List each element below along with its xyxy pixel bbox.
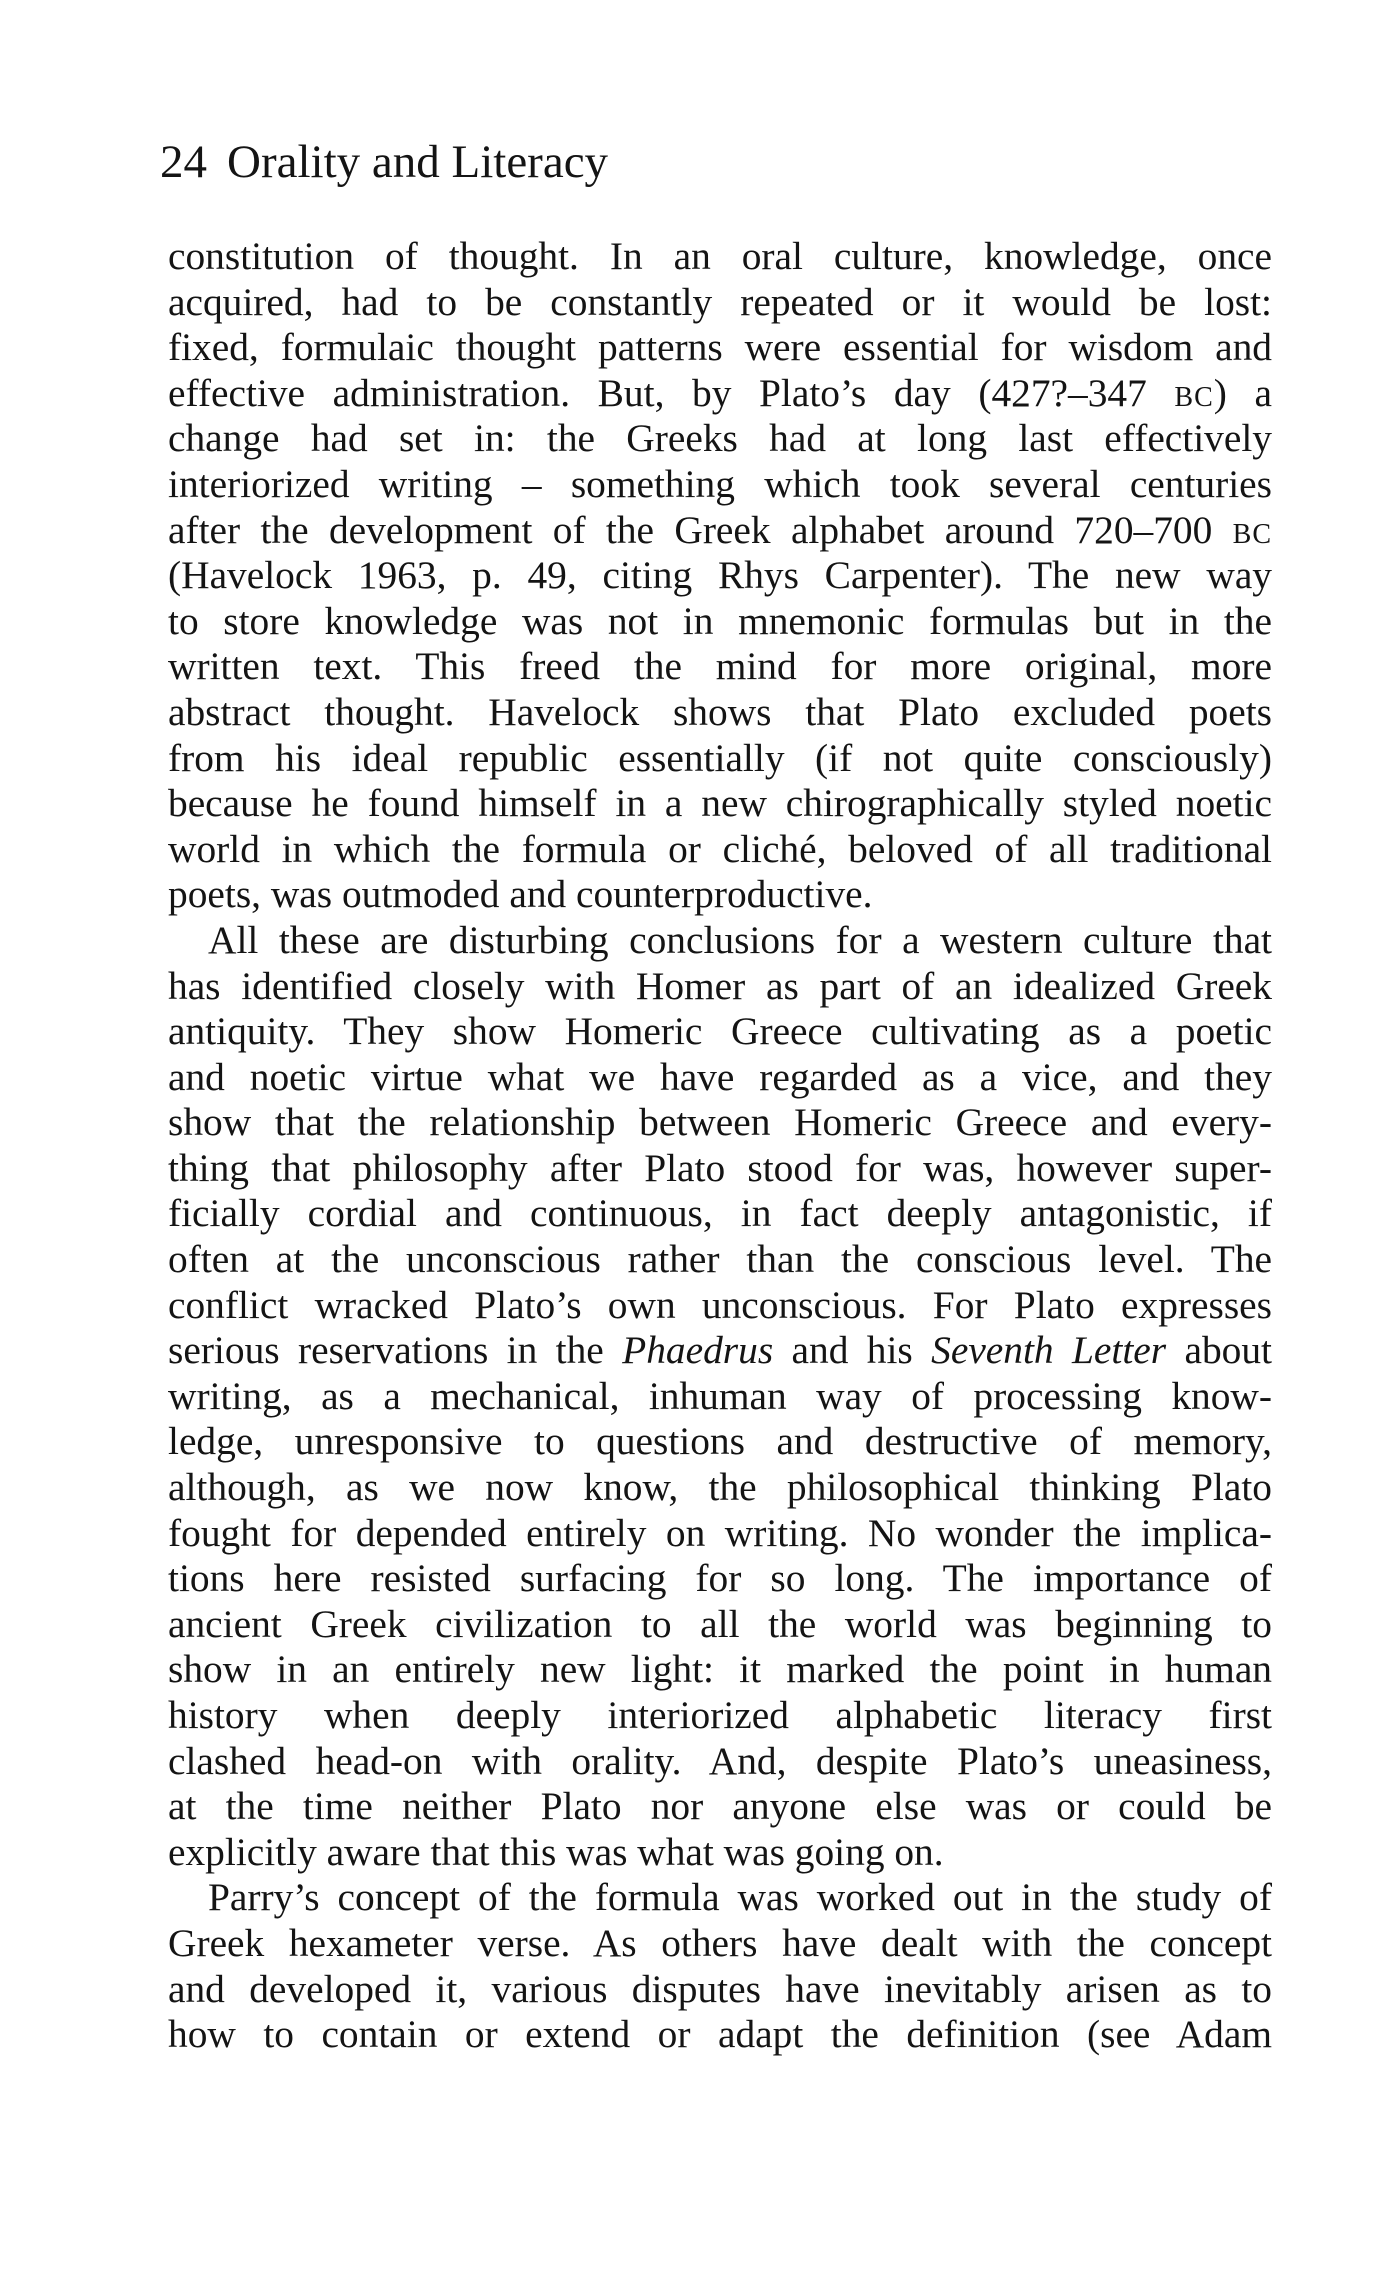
text-line: although, as we now know, the philosophical thinking Plato — [168, 1465, 1272, 1510]
text-line: has identified closely with Homer as part of an idealized Greek — [168, 963, 1272, 1008]
text-line: to store knowledge was not in mnemonic formulas but in the — [168, 598, 1272, 643]
text-line: conflict wracked Plato’s own unconscious. For Plato expresses — [168, 1282, 1272, 1327]
text-line: abstract thought. Havelock shows that Plato excluded poets — [168, 689, 1272, 734]
body-text — [168, 234, 1272, 2058]
text-line: clashed head-on with orality. And, despite Plato’s uneasiness, — [168, 1738, 1272, 1783]
text-line: interiorized writing – something which took several centuries — [168, 461, 1272, 506]
text-run: serious reservations in the — [168, 1328, 623, 1373]
running-title: Orality and Literacy — [227, 136, 609, 188]
italic-title: Seventh Letter — [931, 1328, 1167, 1373]
text-line: thing that philosophy after Plato stood for was, however super- — [168, 1145, 1272, 1190]
running-head — [160, 132, 608, 192]
text-line — [168, 508, 1272, 554]
text-run: effective administration. But, by Plato’s day (427?–347 — [168, 370, 1175, 415]
text-line: from his ideal republic essentially (if not quite consciously) — [168, 735, 1272, 780]
small-caps-era: BC — [1232, 518, 1272, 550]
text-line: poets, was outmoded and counterproductive. — [168, 872, 873, 917]
text-line: history when deeply interiorized alphabetic literacy first — [168, 1693, 1272, 1737]
text-line: and developed it, various disputes have inevitably arisen as to — [168, 1966, 1272, 2011]
text-line: show that the relationship between Homeric Greece and every- — [168, 1100, 1272, 1145]
page-number: 24 — [160, 136, 207, 188]
text-run: ) a — [1213, 370, 1272, 415]
text-line: ficially cordial and continuous, in fact deeply antagonistic, if — [168, 1191, 1272, 1236]
text-line: fixed, formulaic thought patterns were essential for wisdom and — [168, 325, 1272, 370]
text-line: often at the unconscious rather than the conscious level. The — [168, 1237, 1272, 1282]
text-line: fought for depended entirely on writing. No wonder the implica- — [168, 1510, 1272, 1555]
text-run: about — [1166, 1328, 1272, 1373]
text-line: All these are disturbing conclusions for a western culture that — [208, 917, 1272, 962]
text-line: Greek hexameter verse. As others have dealt with the concept — [168, 1920, 1272, 1965]
small-caps-era: BC — [1174, 381, 1214, 413]
text-line: at the time neither Plato nor anyone else was or could be — [168, 1784, 1272, 1829]
text-line: and noetic virtue what we have regarded as a vice, and they — [168, 1054, 1272, 1099]
text-line: constitution of thought. In an oral culture, knowledge, once — [168, 234, 1272, 278]
text-line: written text. This freed the mind for more original, more — [168, 644, 1272, 689]
text-line — [168, 371, 1272, 417]
text-line: acquired, had to be constantly repeated or it would be lost: — [168, 279, 1272, 324]
text-line: show in an entirely new light: it marked the point in human — [168, 1647, 1272, 1692]
text-line: how to contain or extend or adapt the definition (see Adam — [168, 2012, 1272, 2057]
text-line: world in which the formula or cliché, beloved of all traditional — [168, 826, 1272, 871]
text-line: tions here resisted surfacing for so long. The importance of — [168, 1556, 1272, 1601]
text-run: after the development of the Greek alphabet around 720–700 — [168, 507, 1233, 552]
text-run: and his — [773, 1328, 932, 1373]
italic-title: Phaedrus — [622, 1328, 774, 1373]
text-line — [168, 1328, 1272, 1374]
text-line: explicitly aware that this was what was going on. — [168, 1829, 944, 1874]
text-line: Parry’s concept of the formula was worked out in the study of — [208, 1875, 1272, 1920]
text-line: (Havelock 1963, p. 49, citing Rhys Carpenter). The new way — [168, 553, 1272, 598]
text-line: because he found himself in a new chirographically styled noetic — [168, 781, 1272, 826]
text-line: change had set in: the Greeks had at long last effectively — [168, 416, 1272, 461]
text-line: ledge, unresponsive to questions and destructive of memory, — [168, 1419, 1272, 1464]
text-line: antiquity. They show Homeric Greece cultivating as a poetic — [168, 1009, 1272, 1054]
text-line: ancient Greek civilization to all the world was beginning to — [168, 1601, 1272, 1646]
text-line: writing, as a mechanical, inhuman way of processing know- — [168, 1373, 1272, 1418]
